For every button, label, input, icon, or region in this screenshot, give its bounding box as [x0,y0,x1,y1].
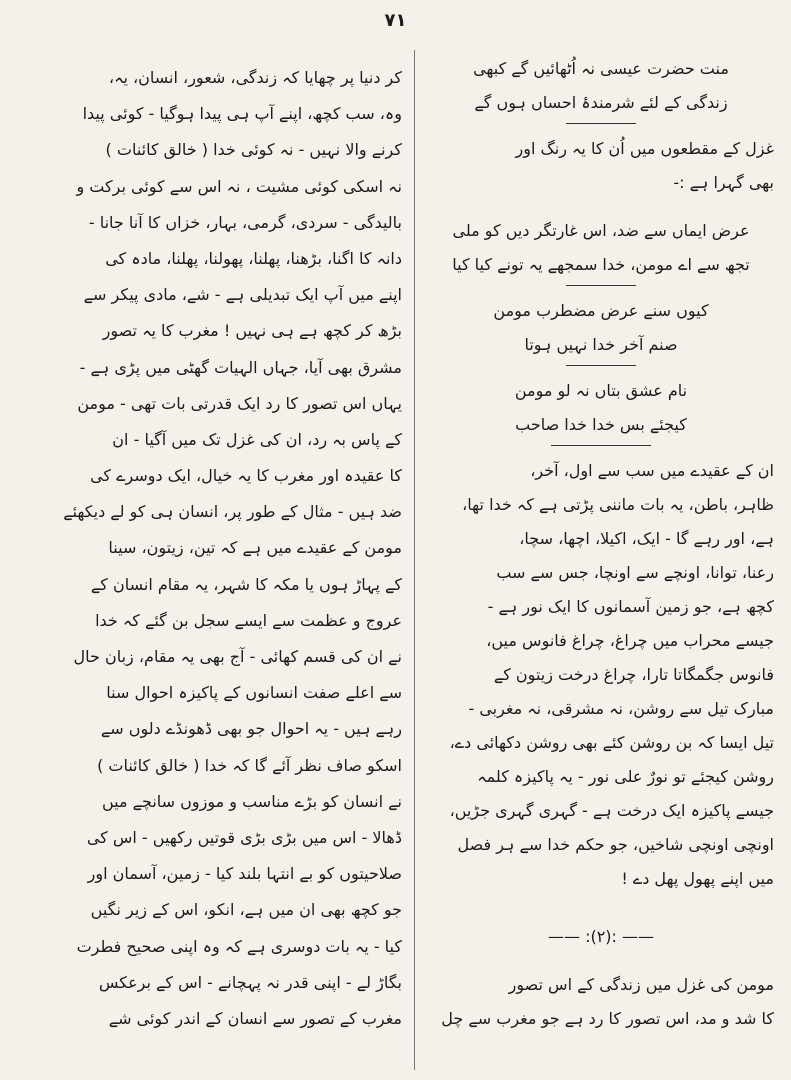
text-line: کرنے والا نہیں - نہ کوئی خدا ( خالق کائنات ) [105,140,402,160]
text-line: بھی گہرا ہے :- [673,173,774,192]
text-line: وہ، سب کچھ، اپنے آپ ہی پیدا ہوگیا - کوئی پیدا [82,104,402,124]
text-line: مومن کے عقیدے میں ہے کہ تین، زیتون، سینا [108,538,402,558]
verse-couplet-4 [428,374,774,442]
separator-rule [566,285,636,286]
paragraph-1 [428,132,774,200]
text-line: کچھ ہے، جو زمین آسمانوں کا ایک نور ہے - [487,597,774,616]
text-line: ان کے عقیدے میں سب سے اول، آخر، [530,461,774,480]
section-marker: —— :(۲): —— [547,927,655,946]
separator-rule [566,365,636,366]
text-line: اپنے میں آپ ایک تبدیلی ہے - شے، مادی پیکر سے [83,285,402,305]
text-line: کیا - یہ بات دوسری ہے کہ وہ اپنی صحیح فطرت [76,936,402,956]
text-line: روشن کیجئے تو نورٌ علی نور - یہ پاکیزہ کلمہ [477,767,774,786]
spacer [428,954,774,968]
text-line: فانوس جگمگاتا تارا، چراغ درخت زیتون کے [493,665,774,684]
spacer [428,200,774,214]
text-line: عروج و عظمت سے ایسے سجل بن گئے کہ خدا [95,610,402,630]
text-line: نہ اسکی کوئی مشیت ، نہ اس سے کوئی برکت و [76,176,402,196]
text-line: جیسے محراب میں چراغ، چراغ فانوس میں، [486,631,774,650]
text-line: نے ان کی قسم کھائی - آج بھی یہ مقام، زبان حال [73,647,402,666]
separator-rule [551,445,651,446]
verse-couplet-2 [428,214,774,282]
text-line: ڈھالا - اس میں بڑی بڑی قوتیں رکھیں - اس کی [86,827,402,847]
text-line: کا شد و مد، اس تصور کا رد ہے جو مغرب سے چل [441,1009,774,1028]
text-line: اسکو صاف نظر آئے گا کہ خدا ( خالق کائنات ) [97,755,402,775]
text-line: ہے، اور رہے گا - ایک، اکیلا، اچھا، سچا، [519,529,774,548]
text-line: کے پاس بہ رد، ان کی غزل تک میں آگیا - ان [112,429,402,449]
text-line: صلاحیتوں کو بے انتہا بلند کیا - زمین، آسمان اور [87,864,402,884]
text-line: سے اعلے صفت انسانوں کے پاکیزہ احوال سنا [106,683,402,703]
separator-rule [566,123,636,124]
text-line: مبارک تیل سے روشن، نہ مشرقی، نہ مغربی - [468,699,774,718]
verse-line: صنم آخر خدا نہیں ہوتا [524,335,678,354]
page-number: ۷۱ [384,10,407,31]
text-line: کر دنیا پر چھایا کہ زندگی، شعور، انسان، یہ، [108,68,402,87]
verse-line: کیوں سنے عرض مضطرب مومن [493,301,709,320]
text-line: غزل کے مقطعوں میں اُن کا یہ رنگ اور [515,139,774,158]
verse-couplet-1 [428,52,774,120]
text-line: ضد ہیں - مثال کے طور پر، انسان ہی کو لے دیکھئے [63,502,402,522]
text-line: جو کچھ بھی ان میں ہے، انکو، اس کے زیر نگیں [90,900,402,920]
text-line: جیسے پاکیزہ ایک درخت ہے - گہری گہری جڑیں، [449,801,774,820]
section-marker-wrap [428,920,774,954]
paragraph-3 [428,968,774,1036]
left-column [22,60,402,1037]
verse-line: تجھ سے اے مومن، خدا سمجھے یہ تونے کیا کیا [452,255,750,274]
text-line: رعنا، توانا، اونچے سے اونچا، جس سے سب [496,563,774,582]
text-line: یہاں اس تصور کا رد ایک قدرتی بات تھی - مومن [77,393,402,413]
text-line: ظاہر، باطن، یہ بات ماننی پڑتی ہے کہ خدا تھا، [462,495,774,514]
text-line: مومن کی غزل میں زندگی کے اس تصور [508,975,774,994]
text-line: مشرق بھی آیا، جہاں الہیات گھٹی میں پڑی ہے - [79,357,402,377]
verse-line: زندگی کے لئے شرمندۂ احساں ہوں گے [474,93,728,112]
column-divider [414,50,415,1070]
verse-line: منت حضرت عیسی نہ اُٹھائیں گے کبھی [473,59,729,78]
text-line: رہے ہیں - یہ احوال جو بھی ڈھونڈے دلوں سے [100,719,402,739]
text-line: کے پہاڑ ہوں یا مکہ کا شہر، یہ مقام انسان کے [90,574,402,594]
spacer [428,896,774,920]
verse-line: کیجئے بس خدا خدا صاحب [515,415,687,434]
text-line: مغرب کے تصور سے انسان کے اندر کوئی شے [108,1008,402,1028]
text-line: بگاڑ لے - اپنی قدر نہ پہچانے - اس کے برعکس [98,972,402,992]
right-column [428,52,774,1036]
text-line: میں اپنے پھول پھل دے ! [621,869,774,888]
verse-line: عرض ایماں سے ضد، اس غارتگر دیں کو ملی [452,221,750,240]
verse-line: نام عشق بتاں نہ لو مومن [514,381,688,400]
text-line: بالیدگی - سردی، گرمی، بہار، خزاں کا آنا جانا - [88,212,402,232]
text-line: نے انسان کو بڑے مناسب و موزوں سانچے میں [101,791,402,811]
text-line: تیل ایسا کہ بن روشن کئے بھی روشن دکھائی دے، [449,733,774,752]
text-line: بڑھ کر کچھ ہے ہی نہیں ! مغرب کا یہ تصور [102,321,402,341]
text-line: اونچی اونچی شاخیں، جو حکم خدا سے ہر فصل [457,835,774,854]
text-line: کا عقیدہ اور مغرب کا یہ خیال، ایک دوسرے کی [90,466,402,486]
paragraph-2 [428,454,774,896]
verse-couplet-3 [428,294,774,362]
text-line: دانہ کا اگنا، بڑھنا، پھلنا، پھولنا، پھلنا، مادہ کی [105,248,402,268]
